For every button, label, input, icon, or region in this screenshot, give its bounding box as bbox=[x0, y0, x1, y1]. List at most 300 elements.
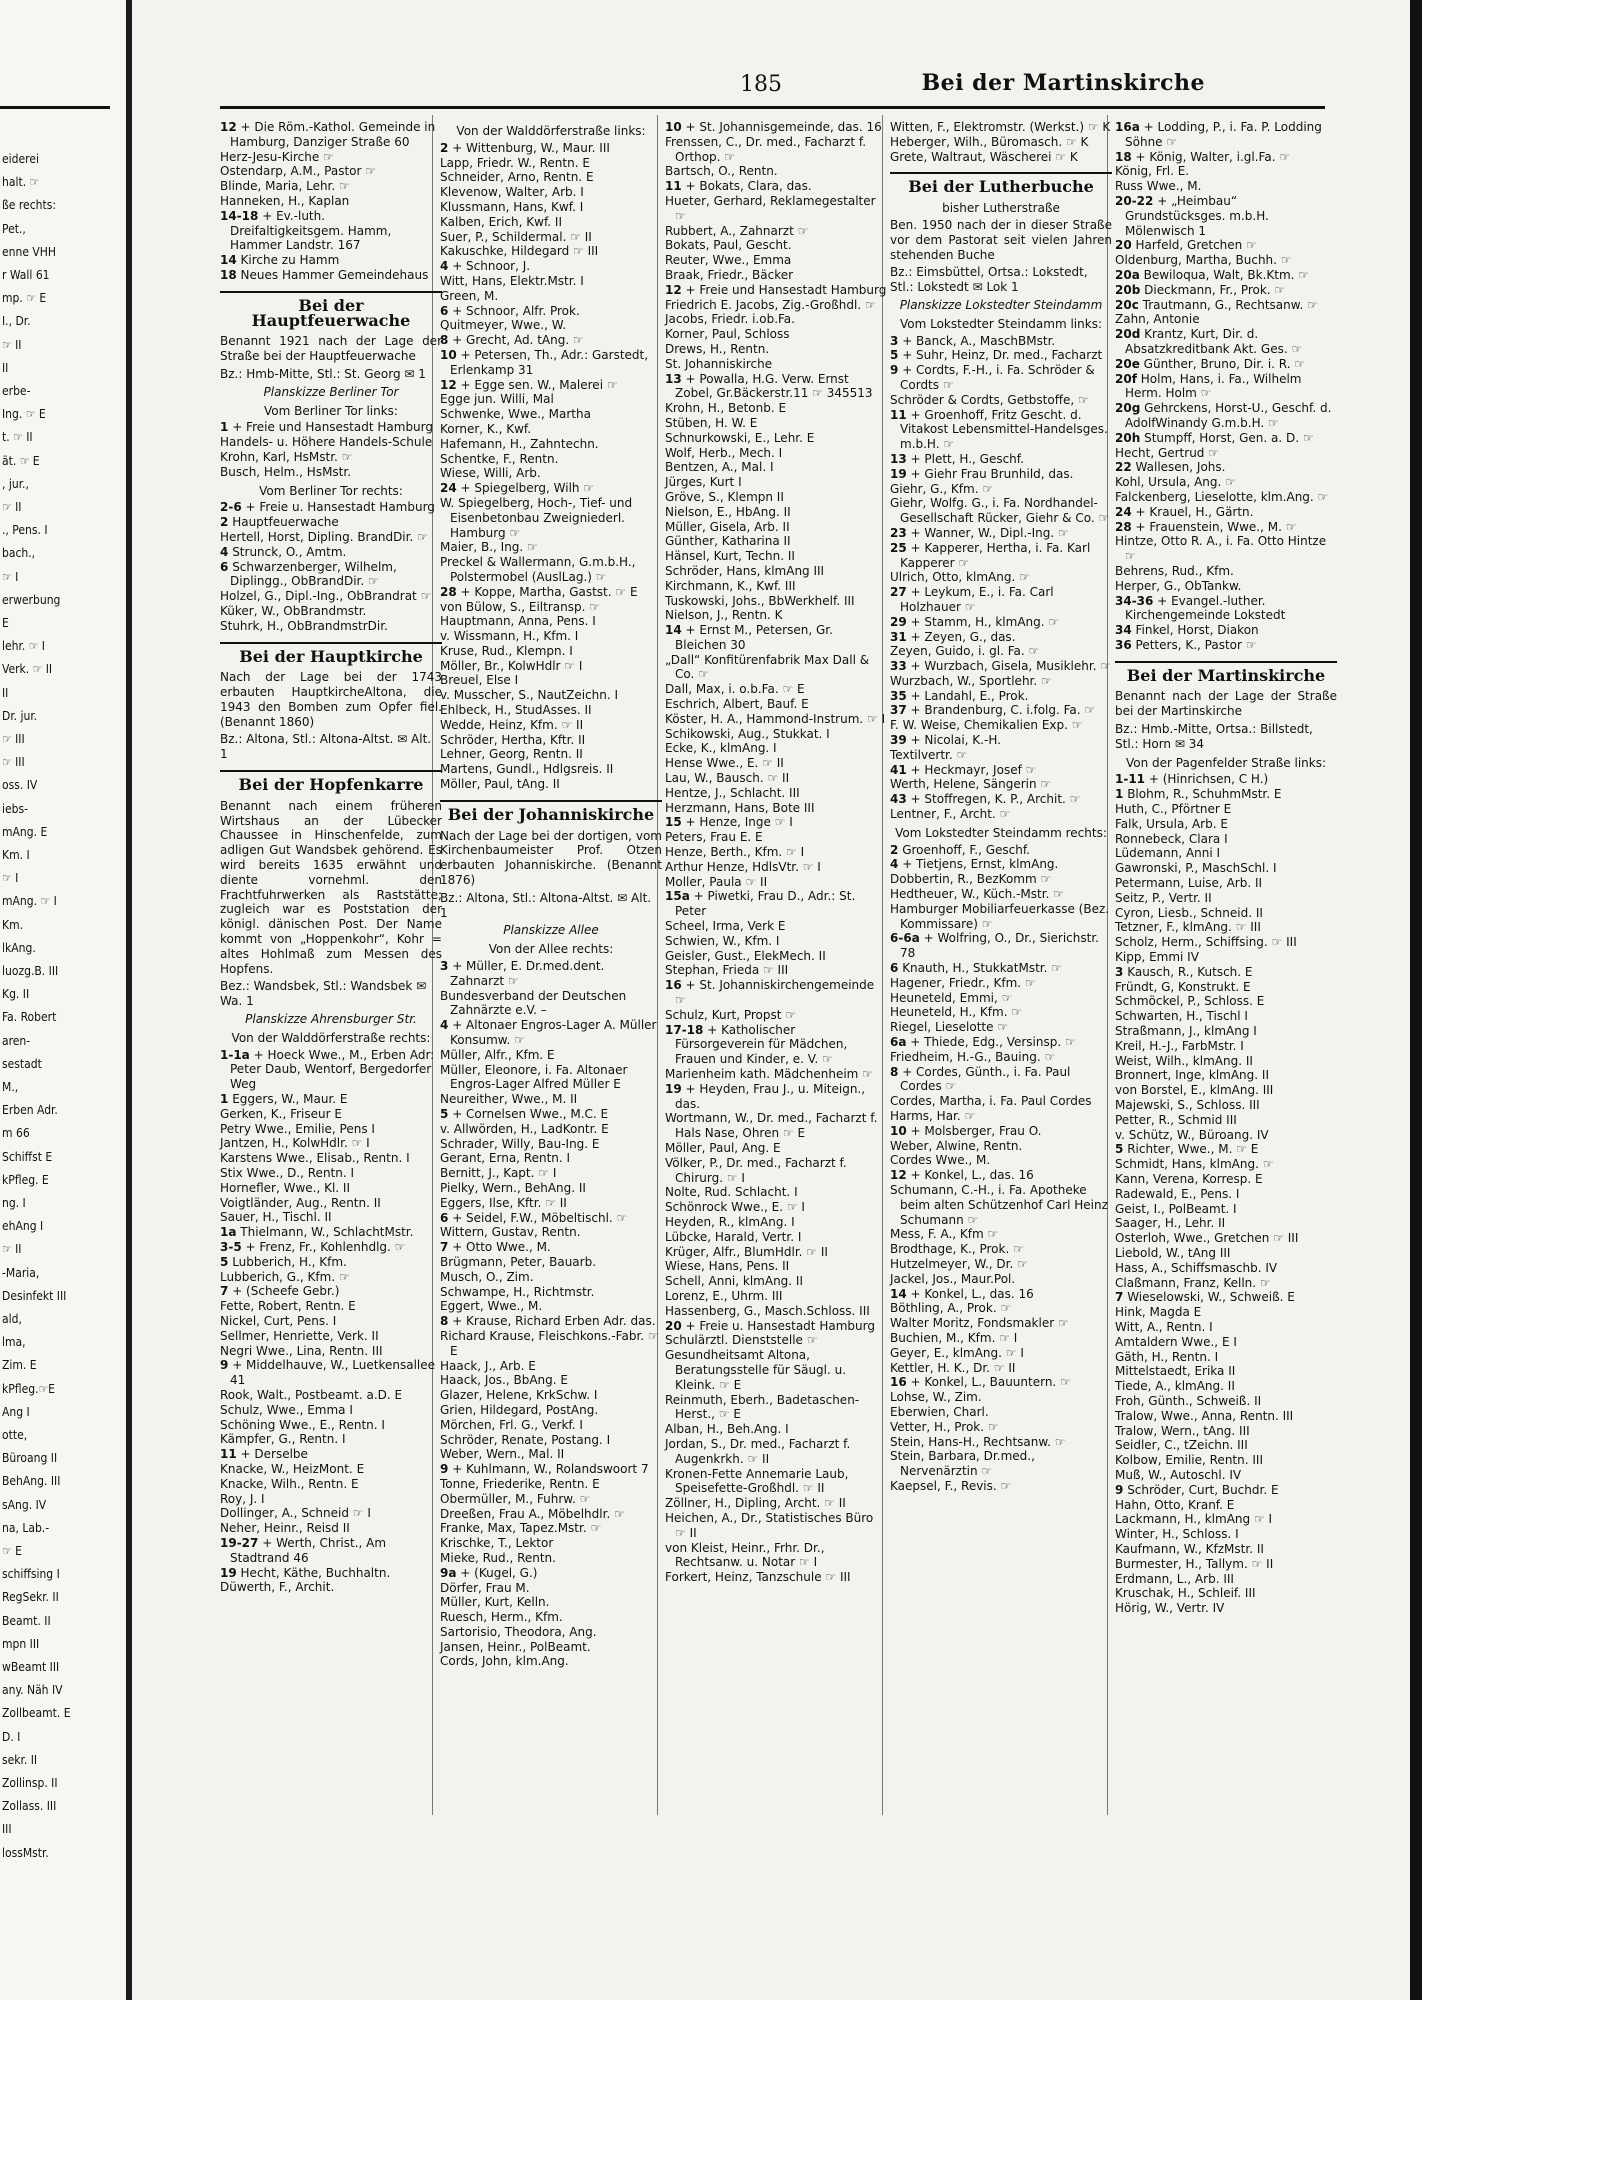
directory-entry bbox=[665, 1274, 887, 1289]
entry-text: Neureither, Wwe., M. II bbox=[440, 1092, 578, 1107]
directory-entry bbox=[220, 435, 442, 450]
directory-entry bbox=[665, 978, 887, 1008]
entry-text: Bentzen, A., Mal. I bbox=[665, 460, 774, 475]
entry-text: Lentner, F., Archt. ☞ bbox=[890, 807, 1011, 822]
map-sketch-reference: Planskizze Allee bbox=[503, 923, 599, 938]
directory-entry bbox=[220, 530, 442, 545]
directory-entry bbox=[1115, 1261, 1337, 1276]
directory-entry bbox=[440, 1388, 662, 1403]
entry-text: + St. Johanniskirchengemeinde ☞ bbox=[675, 978, 875, 1008]
header-rule bbox=[220, 106, 1325, 109]
house-number: 5 bbox=[440, 1107, 449, 1121]
directory-entry bbox=[1115, 1054, 1337, 1069]
street-description: Ben. 1950 nach der in dieser Straße vor dem Pastorat seit vielen Jahren stehenden Buche bbox=[890, 217, 1112, 262]
directory-entry bbox=[220, 1536, 442, 1566]
directory-entry bbox=[1115, 1202, 1337, 1217]
directory-entry bbox=[220, 1284, 442, 1299]
directory-column-2 bbox=[440, 120, 662, 1669]
directory-entry bbox=[665, 1111, 887, 1141]
directory-entry bbox=[1115, 1586, 1337, 1601]
previous-page-fragment: mp. ☞ E bbox=[2, 291, 47, 306]
entry-text: Kruse, Rud., Klempn. I bbox=[440, 643, 573, 658]
directory-entry bbox=[1115, 1335, 1337, 1350]
entry-text: + Wittenburg, W., Maur. III bbox=[452, 140, 610, 155]
entry-text: Zöllner, H., Dipling, Archt. ☞ II bbox=[665, 1496, 846, 1511]
entry-text: Kipp, Emmi IV bbox=[1115, 950, 1199, 965]
entry-text: Kalben, Erich, Kwf. II bbox=[440, 214, 563, 229]
entry-text: Vetter, H., Prok. ☞ bbox=[890, 1419, 999, 1434]
directory-entry bbox=[440, 1521, 662, 1536]
directory-entry bbox=[890, 976, 1112, 991]
house-number: 28 bbox=[1115, 519, 1132, 534]
previous-page-fragment: erwerbung bbox=[2, 592, 61, 607]
directory-entry bbox=[665, 327, 887, 342]
entry-text: St. Johanniskirche bbox=[665, 356, 773, 371]
previous-page-fragment: lehr. ☞ I bbox=[2, 639, 45, 654]
directory-entry bbox=[440, 407, 662, 422]
directory-entry bbox=[440, 378, 662, 393]
entry-text: + Ernst M., Petersen, Gr. Bleichen 30 bbox=[675, 623, 833, 652]
directory-entry bbox=[665, 801, 887, 816]
house-number: 1 bbox=[220, 1092, 229, 1107]
directory-entry bbox=[665, 949, 887, 964]
entry-text: Reinmuth, Eberh., Badetaschen-Herst., ☞ E bbox=[665, 1392, 860, 1422]
directory-entry bbox=[665, 727, 887, 742]
entry-text: + Heyden, Frau J., u. Miteign., das. bbox=[675, 1081, 866, 1111]
entry-text: Witt, Hans, Elektr.Mstr. I bbox=[440, 273, 584, 288]
entry-text: Green, M. bbox=[440, 288, 499, 303]
directory-entry bbox=[220, 1151, 442, 1166]
directory-entry bbox=[220, 1344, 442, 1359]
entry-text: Arthur Henze, HdlsVtr. ☞ I bbox=[665, 859, 821, 874]
entry-text: Richter, Wwe., M. ☞ E bbox=[1127, 1142, 1259, 1157]
previous-page-fragment: lma, bbox=[2, 1335, 26, 1350]
entry-text: Falk, Ursula, Arb. E bbox=[1115, 816, 1228, 831]
directory-entry bbox=[220, 1210, 442, 1225]
directory-entry bbox=[890, 1153, 1112, 1168]
house-number: 6 bbox=[890, 961, 899, 976]
entry-text: Bundesverband der Deutschen Zahnärzte e.V. – bbox=[440, 988, 627, 1018]
directory-entry bbox=[1115, 1083, 1337, 1098]
entry-text: Ostendarp, A.M., Pastor ☞ bbox=[220, 164, 377, 179]
directory-entry bbox=[1115, 994, 1337, 1009]
directory-entry bbox=[1115, 1483, 1337, 1498]
directory-entry bbox=[440, 777, 662, 792]
entry-text: Fette, Robert, Rentn. E bbox=[220, 1299, 356, 1314]
directory-entry bbox=[1115, 1572, 1337, 1587]
entry-text: Stumpff, Horst, Gen. a. D. ☞ bbox=[1144, 430, 1314, 445]
directory-entry bbox=[890, 703, 1112, 718]
directory-entry bbox=[440, 959, 662, 989]
house-number: 18 bbox=[220, 267, 237, 282]
entry-text: Hamburger Mobiliarfeuerkasse (Bez. Kommissare) ☞ bbox=[890, 901, 1110, 931]
house-number: 5 bbox=[1115, 1142, 1124, 1157]
directory-entry bbox=[440, 1610, 662, 1625]
directory-entry bbox=[1115, 891, 1337, 906]
entry-text: Muß, W., Autoschl. IV bbox=[1115, 1467, 1242, 1482]
entry-text: Forkert, Heinz, Tanzschule ☞ III bbox=[665, 1570, 851, 1585]
entry-text: Breuel, Else I bbox=[440, 673, 519, 688]
directory-entry bbox=[665, 653, 887, 683]
previous-page-fragment: Ang I bbox=[2, 1404, 30, 1419]
house-number: 1 bbox=[1115, 787, 1124, 802]
entry-text: + Giehr Frau Brunhild, das. bbox=[910, 466, 1074, 481]
directory-entry bbox=[665, 1570, 887, 1585]
house-number: 10 bbox=[440, 347, 457, 362]
entry-text: Tralow, Wern., tAng. III bbox=[1115, 1423, 1250, 1438]
directory-entry bbox=[1115, 1498, 1337, 1513]
directory-entry bbox=[890, 393, 1112, 408]
entry-text: Möller, Paul, tAng. II bbox=[440, 777, 560, 792]
direction-note: Von der Walddörferstraße rechts: bbox=[231, 1030, 431, 1045]
entry-text: Petermann, Luise, Arb. II bbox=[1115, 876, 1263, 891]
directory-entry bbox=[440, 1447, 662, 1462]
directory-entry bbox=[1115, 1394, 1337, 1409]
directory-entry bbox=[220, 1403, 442, 1418]
house-number: 34-36 bbox=[1115, 593, 1154, 608]
house-number: 39 bbox=[890, 733, 907, 748]
page-number: 185 bbox=[740, 72, 782, 97]
directory-entry bbox=[440, 496, 662, 540]
previous-page-fragment: Beamt. II bbox=[2, 1613, 51, 1628]
directory-entry bbox=[220, 465, 442, 480]
directory-entry bbox=[890, 1168, 1112, 1183]
entry-text: Eggers, Ilse, Kftr. ☞ II bbox=[440, 1195, 567, 1210]
directory-entry bbox=[890, 1361, 1112, 1376]
entry-text: Buchien, M., Kfm. ☞ I bbox=[890, 1330, 1018, 1345]
entry-text: Korner, Paul, Schloss bbox=[665, 327, 790, 342]
house-number: 13 bbox=[665, 371, 682, 386]
directory-entry bbox=[440, 1151, 662, 1166]
directory-entry bbox=[440, 1433, 662, 1448]
entry-text: Seidler, C., tZeichn. III bbox=[1115, 1438, 1248, 1453]
previous-page-fragment: -Maria, bbox=[2, 1265, 40, 1280]
previous-page-fragment: wBeamt III bbox=[2, 1660, 60, 1674]
house-number: 23 bbox=[890, 525, 907, 540]
house-number: 16 bbox=[890, 1375, 907, 1390]
directory-entry bbox=[220, 120, 442, 150]
directory-entry bbox=[220, 1447, 442, 1462]
directory-entry bbox=[1115, 638, 1337, 653]
entry-text: Günther, Bruno, Dir. i. R. ☞ bbox=[1143, 356, 1306, 371]
entry-text: Busch, Helm., HsMstr. bbox=[220, 464, 352, 479]
entry-text: Schröder, Hans, klmAng III bbox=[665, 563, 825, 578]
entry-text: Kausch, R., Kutsch. E bbox=[1127, 964, 1253, 979]
entry-text: Werth, Helene, Sängerin ☞ bbox=[890, 777, 1052, 792]
entry-text: + König, Walter, i.gl.Fa. ☞ bbox=[1135, 149, 1291, 164]
directory-entry bbox=[665, 712, 887, 727]
previous-page-fragment: Zollinsp. II bbox=[2, 1776, 58, 1790]
house-number: 20e bbox=[1115, 356, 1140, 371]
entry-text: + Krause, Richard Erben Adr. das. bbox=[452, 1314, 656, 1329]
directory-entry bbox=[665, 756, 887, 771]
house-number: 6 bbox=[440, 1210, 449, 1225]
directory-entry bbox=[890, 570, 1112, 585]
directory-entry bbox=[1115, 772, 1337, 787]
directory-entry bbox=[440, 318, 662, 333]
entry-text: Pielky, Wern., BehAng. II bbox=[440, 1180, 586, 1195]
house-number: 28 bbox=[440, 584, 457, 599]
directory-entry bbox=[1115, 1039, 1337, 1054]
directory-entry bbox=[665, 534, 887, 549]
directory-entry bbox=[440, 1566, 662, 1581]
entry-text: + Müller, E. Dr.med.dent. Zahnarzt ☞ bbox=[450, 959, 605, 988]
directory-entry bbox=[220, 604, 442, 619]
directory-entry bbox=[665, 1289, 887, 1304]
directory-entry bbox=[1115, 876, 1337, 891]
entry-text: Karstens Wwe., Elisab., Rentn. I bbox=[220, 1151, 410, 1166]
entry-text: Stüben, H. W. E bbox=[665, 415, 758, 430]
entry-text: Krischke, T., Lektor bbox=[440, 1536, 554, 1551]
entry-text: Straßmann, J., klmAng I bbox=[1115, 1024, 1257, 1039]
directory-entry bbox=[440, 1536, 662, 1551]
street-description: Benannt nach der Lage der Straße bei der Martinskirche bbox=[1115, 689, 1337, 719]
entry-text: Mittelstaedt, Erika II bbox=[1115, 1364, 1236, 1379]
directory-entry bbox=[440, 1551, 662, 1566]
directory-entry bbox=[440, 466, 662, 481]
directory-entry bbox=[1115, 1468, 1337, 1483]
entry-text: W. Spiegelberg, Hoch-, Tief- und Eisenbetonbau Zweigniederl. Hamburg ☞ bbox=[440, 495, 633, 540]
house-number: 2 bbox=[220, 515, 229, 530]
house-number: 12 bbox=[440, 377, 457, 392]
entry-text: Haack, J., Arb. E bbox=[440, 1358, 536, 1373]
entry-text: + Schnoor, Alfr. Prok. bbox=[452, 303, 580, 318]
house-number: 25 bbox=[890, 540, 907, 555]
street-heading: Bei der Johanniskirche bbox=[440, 800, 662, 823]
previous-page-fragment: enne VHH bbox=[2, 244, 57, 259]
previous-page-fragment: M., bbox=[2, 1080, 19, 1094]
directory-entry bbox=[1115, 164, 1337, 179]
directory-entry bbox=[220, 1225, 442, 1240]
entry-text: Nolte, Rud. Schlacht. I bbox=[665, 1185, 798, 1200]
directory-entry bbox=[1115, 1098, 1337, 1113]
entry-text: + Hoeck Wwe., M., Erben Adr: Peter Daub, Wentorf, Bergedorfer Weg bbox=[230, 1047, 435, 1092]
direction-note: Von der Allee rechts: bbox=[488, 942, 614, 957]
directory-entry bbox=[440, 437, 662, 452]
entry-text: von Kleist, Heinr., Frhr. Dr., Rechtsanw. u. Notar ☞ I bbox=[665, 1540, 825, 1570]
entry-text: + Nicolai, K.-H. bbox=[910, 733, 1001, 748]
directory-entry bbox=[440, 259, 662, 274]
house-number: 4 bbox=[890, 857, 899, 872]
house-number: 13 bbox=[890, 451, 907, 466]
entry-text: + Middelhauve, W., Luetkensallee 41 bbox=[230, 1358, 436, 1388]
previous-page-fragment: ☞ I bbox=[2, 569, 19, 584]
directory-entry bbox=[1115, 1113, 1337, 1128]
house-number: 20c bbox=[1115, 297, 1139, 312]
entry-text: + St. Johannisgemeinde, das. 16 bbox=[685, 120, 882, 134]
directory-entry bbox=[890, 348, 1112, 363]
entry-text: Kakuschke, Hildegard ☞ III bbox=[440, 244, 599, 259]
directory-entry bbox=[440, 185, 662, 200]
house-number: 11 bbox=[890, 407, 907, 422]
house-number: 11 bbox=[220, 1447, 237, 1462]
previous-page-fragment: t. ☞ II bbox=[2, 430, 33, 445]
directory-entry bbox=[665, 860, 887, 875]
entry-text: Möller, Paul, Ang. E bbox=[665, 1140, 781, 1155]
directory-entry bbox=[665, 579, 887, 594]
entry-text: Schwampe, H., Richtmstr. bbox=[440, 1284, 595, 1299]
entry-text: Amtaldern Wwe., E I bbox=[1115, 1334, 1237, 1349]
entry-text: Rubbert, A., Zahnarzt ☞ bbox=[665, 223, 809, 238]
entry-text: Dollinger, A., Schneid ☞ I bbox=[220, 1506, 371, 1521]
directory-entry bbox=[665, 1319, 887, 1334]
directory-entry bbox=[665, 963, 887, 978]
previous-page-fragment: Ing. ☞ E bbox=[2, 407, 46, 422]
directory-entry bbox=[665, 416, 887, 431]
previous-page-fragment: mpn III bbox=[2, 1636, 40, 1651]
directory-entry bbox=[440, 1048, 662, 1063]
directory-entry bbox=[665, 1023, 887, 1067]
entry-text: Behrens, Rud., Kfm. bbox=[1115, 563, 1234, 578]
directory-entry bbox=[665, 875, 887, 890]
entry-text: Krohn, Karl, HsMstr. ☞ bbox=[220, 449, 353, 464]
entry-text: Huth, C., Pförtner E bbox=[1115, 802, 1232, 817]
directory-entry bbox=[1115, 1320, 1337, 1335]
directory-entry bbox=[665, 505, 887, 520]
directory-entry bbox=[220, 1166, 442, 1181]
previous-page-fragment: BehAng. III bbox=[2, 1474, 61, 1489]
house-number: 6 bbox=[220, 559, 229, 574]
directory-entry bbox=[440, 1507, 662, 1522]
previous-page-fragment: Zim. E bbox=[2, 1358, 37, 1373]
previous-page-fragment: Pet., bbox=[2, 221, 26, 236]
entry-text: Gesundheitsamt Altona, Beratungsstelle für Säugl. u. Kleink. ☞ E bbox=[665, 1348, 847, 1392]
directory-entry bbox=[220, 589, 442, 604]
directory-entry bbox=[440, 1477, 662, 1492]
directory-entry bbox=[220, 268, 442, 283]
entry-text: + Seidel, F.W., Möbeltischl. ☞ bbox=[452, 1210, 628, 1225]
entry-text: Böthling, A., Prok. ☞ bbox=[890, 1301, 1012, 1316]
previous-page-fragment: ☞ II bbox=[2, 1242, 22, 1257]
entry-text: Zeyen, Guido, i. gl. Fa. ☞ bbox=[890, 644, 1040, 659]
entry-text: Klussmann, Hans, Kwf. I bbox=[440, 199, 584, 214]
directory-entry bbox=[890, 748, 1112, 763]
entry-text: Gäth, H., Rentn. I bbox=[1115, 1349, 1219, 1364]
directory-entry bbox=[220, 1580, 442, 1595]
entry-text: Eggers, W., Maur. E bbox=[232, 1092, 348, 1107]
directory-entry bbox=[665, 1156, 887, 1186]
previous-page-fragment: kPfleg.☞E bbox=[2, 1381, 55, 1396]
directory-entry bbox=[1115, 475, 1337, 490]
entry-text: Düwerth, F., Archit. bbox=[220, 1580, 335, 1595]
directory-entry bbox=[890, 777, 1112, 792]
directory-entry bbox=[890, 150, 1112, 165]
entry-text: Lehner, Georg, Rentn. II bbox=[440, 747, 583, 762]
directory-entry bbox=[440, 215, 662, 230]
directory-entry bbox=[440, 1225, 662, 1240]
entry-text: Müller, Kurt, Kelln. bbox=[440, 1595, 550, 1610]
entry-text: Martens, Gundl., Hdlgsreis. II bbox=[440, 762, 614, 777]
entry-text: Hassenberg, G., Masch.Schloss. III bbox=[665, 1303, 870, 1318]
directory-entry bbox=[1115, 283, 1337, 298]
directory-entry bbox=[890, 659, 1112, 674]
entry-text: + Freie und Hansestadt Hamburg bbox=[232, 420, 434, 435]
house-number: 5 bbox=[890, 348, 899, 363]
entry-text: Hense Wwe., E. ☞ II bbox=[665, 756, 784, 771]
directory-entry bbox=[220, 420, 442, 435]
entry-text: Stein, Hans-H., Rechtsanw. ☞ bbox=[890, 1434, 1066, 1449]
house-number: 14 bbox=[890, 1286, 907, 1301]
house-number: 4 bbox=[440, 1018, 449, 1033]
house-number: 11 bbox=[665, 179, 682, 194]
directory-entry bbox=[220, 1181, 442, 1196]
directory-entry bbox=[665, 164, 887, 179]
directory-entry bbox=[440, 244, 662, 259]
directory-entry bbox=[1115, 372, 1337, 402]
house-number: 18 bbox=[1115, 149, 1132, 164]
entry-text: Cyron, Liesb., Schneid. II bbox=[1115, 905, 1263, 920]
directory-entry bbox=[1115, 817, 1337, 832]
entry-text: + Bokats, Clara, das. bbox=[685, 179, 812, 194]
entry-text: Tonne, Friederike, Rentn. E bbox=[440, 1476, 600, 1491]
house-number: 16 bbox=[665, 978, 682, 993]
house-number: 41 bbox=[890, 762, 907, 777]
directory-entry bbox=[440, 1329, 662, 1359]
directory-entry bbox=[440, 673, 662, 688]
directory-entry bbox=[890, 1449, 1112, 1479]
entry-text: Knacke, Wilh., Rentn. E bbox=[220, 1476, 359, 1491]
entry-text: Schwien, W., Kfm. I bbox=[665, 933, 780, 948]
directory-entry bbox=[440, 688, 662, 703]
directory-entry bbox=[440, 1107, 662, 1122]
entry-text: Mess, F. A., Kfm ☞ bbox=[890, 1227, 999, 1242]
directory-entry bbox=[890, 1375, 1112, 1390]
directory-entry bbox=[665, 283, 887, 298]
house-number: 20g bbox=[1115, 401, 1141, 416]
entry-text: + Thiede, Edg., Versinsp. ☞ bbox=[910, 1035, 1076, 1050]
directory-entry bbox=[440, 733, 662, 748]
entry-text: Hafemann, H., Zahntechn. bbox=[440, 436, 599, 451]
entry-text: v. Wissmann, H., Kfm. I bbox=[440, 629, 579, 644]
entry-text: + Katholischer Fürsorgeverein für Mädchen, Frauen und Kinder, e. V. ☞ bbox=[675, 1022, 848, 1067]
entry-text: Schumann, C.-H., i. Fa. Apotheke beim alten Schützenhof Carl Heinz Schumann ☞ bbox=[890, 1182, 1108, 1227]
entry-text: Quitmeyer, Wwe., W. bbox=[440, 318, 567, 333]
entry-text: Negri Wwe., Lina, Rentn. III bbox=[220, 1343, 383, 1358]
house-number: 31 bbox=[890, 629, 907, 644]
house-number: 15 bbox=[665, 815, 682, 830]
entry-text: + Werth, Christ., Am Stadtrand 46 bbox=[230, 1535, 387, 1565]
directory-entry bbox=[440, 1092, 662, 1107]
entry-text: Friedrich E. Jacobs, Zig.-Großhdl. ☞ bbox=[665, 297, 876, 312]
entry-text: Schentke, F., Rentn. bbox=[440, 451, 559, 466]
directory-entry bbox=[665, 682, 887, 697]
directory-entry bbox=[665, 1541, 887, 1571]
directory-entry bbox=[440, 1418, 662, 1433]
directory-entry bbox=[220, 560, 442, 590]
directory-entry bbox=[440, 481, 662, 496]
directory-entry bbox=[1115, 1172, 1337, 1187]
previous-page-fragment: luozg.B. III bbox=[2, 964, 59, 978]
house-number: 4 bbox=[440, 259, 449, 274]
directory-entry bbox=[890, 334, 1112, 349]
entry-text: Petter, R., Schmid III bbox=[1115, 1112, 1237, 1127]
directory-entry bbox=[440, 703, 662, 718]
entry-text: Dieckmann, Fr., Prok. ☞ bbox=[1144, 282, 1286, 297]
directory-entry bbox=[665, 1230, 887, 1245]
entry-text: Roy, J. I bbox=[220, 1491, 265, 1506]
house-number: 5 bbox=[220, 1254, 229, 1269]
directory-entry bbox=[665, 1245, 887, 1260]
directory-entry bbox=[665, 357, 887, 372]
entry-text: + Otto Wwe., M. bbox=[452, 1240, 551, 1255]
entry-text: Schwarten, H., Tischl I bbox=[1115, 1009, 1248, 1024]
entry-text: Wittern, Gustav, Rentn. bbox=[440, 1225, 581, 1240]
entry-text: + (Kugel, G.) bbox=[460, 1565, 538, 1580]
entry-text: Bernitt, J., Kapt. ☞ I bbox=[440, 1166, 557, 1181]
district-info: Bez.: Wandsbek, Stl.: Wandsbek ✉ Wa. 1 bbox=[220, 979, 427, 1009]
entry-text: + Tietjens, Ernst, klmAng. bbox=[902, 857, 1059, 872]
entry-text: Eberwien, Charl. bbox=[890, 1404, 989, 1419]
